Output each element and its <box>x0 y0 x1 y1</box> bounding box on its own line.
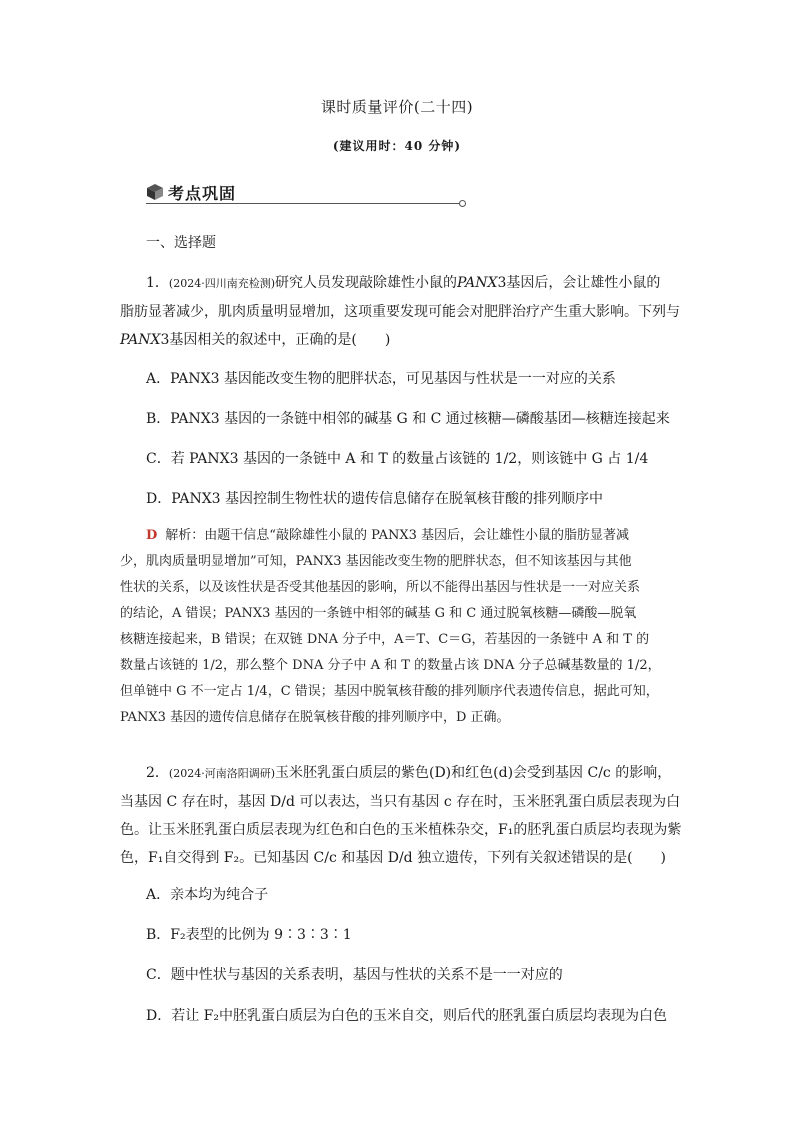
q1-explain-line-2: 性状的关系，以及该性状是否受其他基因的影响，所以不能得出基因与性状是一一对应关系 <box>120 580 641 595</box>
q1-explain-line-3: 的结论，A 错误；PANX3 基因的一条链中相邻的碱基 G 和 C 通过脱氧核糖—磷酸—脱氧 <box>120 606 637 621</box>
q1-gene: PANX <box>457 275 498 291</box>
q1-answer: D <box>146 528 158 543</box>
q2-number: 2． <box>146 765 169 781</box>
q1-explain-line-6: 但单链中 G 不一定占 1/4，C 错误；基因中脱氧核苷酸的排列顺序代表遗传信息，据此可知， <box>120 684 659 699</box>
q2-line-1 <box>146 762 671 782</box>
q1-option-d: D．PANX3 基因控制生物性状的遗传信息储存在脱氧核苷酸的排列顺序中 <box>146 491 604 507</box>
q1-explain-text-0: 由题干信息“敲除雄性小鼠的 PANX3 基因后，会让雄性小鼠的脂肪显著减 <box>204 528 630 543</box>
part-label: 一、选择题 <box>146 235 216 251</box>
q1-line-1 <box>146 272 660 292</box>
q2-line-3: 色。让玉米胚乳蛋白质层表现为红色和白色的玉米植株杂交，F₁的胚乳蛋白质层均表现为紫 <box>120 822 682 838</box>
q1-text-1b: 基因后，会让雄性小鼠的 <box>506 275 661 291</box>
q1-option-a: A．PANX3 基因能改变生物的肥胖状态，可见基因与性状是一一对应的关系 <box>146 371 616 387</box>
q1-gene-num-2: 3 <box>160 332 170 348</box>
q1-line-2: 脂肪显著减少，肌肉质量明显增加，这项重要发现可能会对肥胖治疗产生重大影响。下列与 <box>120 304 680 320</box>
q2-source: (2024·河南洛阳调研) <box>168 767 275 780</box>
q1-explain-line-1: 少，肌肉质量明显增加”可知，PANX3 基因能改变生物的肥胖状态，但不知该基因与其他 <box>120 554 632 569</box>
q1-number: 1． <box>146 275 169 291</box>
q1-explain-line-0 <box>120 523 680 549</box>
q2-text-0: 玉米胚乳蛋白质层的紫色(D)和红色(d)会受到基因 C/c 的影响， <box>275 765 672 781</box>
q1-explain-line-7: PANX3 基因的遗传信息储存在脱氧核苷酸的排列顺序中，D 正确。 <box>120 710 510 725</box>
q1-text-3: 基因相关的叙述中，正确的是( ) <box>169 332 391 348</box>
q1-text-1: 研究人员发现敲除雄性小鼠的 <box>275 275 457 291</box>
q2-line-4: 色，F₁自交得到 F₂。已知基因 C/c 和基因 D/d 独立遗传，下列有关叙述错误的是( ) <box>120 850 666 866</box>
q2-option-b: B．F₂表型的比例为 9∶3∶3∶1 <box>146 927 352 943</box>
q1-explain-line-5: 数量占该链的 1/2，那么整个 DNA 分子中 A 和 T 的数量占该 DNA 分子总碱基数量的 1/2， <box>120 658 661 673</box>
q2-option-a: A．亲本均为纯合子 <box>146 887 269 903</box>
section-header <box>146 181 466 205</box>
q2-option-d: D．若让 F₂中胚乳蛋白质层为白色的玉米自交，则后代的胚乳蛋白质层均表现为白色 <box>146 1008 667 1024</box>
q2-line-2: 当基因 C 存在时，基因 D/d 可以表达，当只有基因 c 存在时，玉米胚乳蛋白质层表现为白 <box>120 794 681 810</box>
q1-explain-line-4: 核糖连接起来，B 错误；在双链 DNA 分子中，A＝T、C＝G，若基因的一条链中 A 和 T 的 <box>120 632 650 647</box>
q2-option-c: C．题中性状与基因的关系表明，基因与性状的关系不是一一对应的 <box>146 967 563 983</box>
q1-option-b: B．PANX3 基因的一条链中相邻的碱基 G 和 C 通过核糖—磷酸基团—核糖连接起来 <box>146 411 670 427</box>
section-title: 考点巩固 <box>168 184 237 203</box>
q1-gene-num: 3 <box>497 275 507 291</box>
cube-icon <box>146 183 164 201</box>
q1-line-3 <box>120 329 390 349</box>
page-subtitle: (建议用时：40 分钟) <box>332 139 462 153</box>
q1-source: (2024·四川南充检测) <box>168 277 275 290</box>
q1-explanation <box>120 523 680 731</box>
q1-gene-2: PANX <box>120 332 161 348</box>
q1-explain-label: 解析： <box>165 528 205 543</box>
q1-option-c: C．若 PANX3 基因的一条链中 A 和 T 的数量占该链的 1/2，则该链中 G 占 1/4 <box>146 451 649 467</box>
section-divider-end <box>459 200 466 207</box>
section-divider <box>146 203 460 204</box>
page-title: 课时质量评价(二十四) <box>320 98 474 116</box>
